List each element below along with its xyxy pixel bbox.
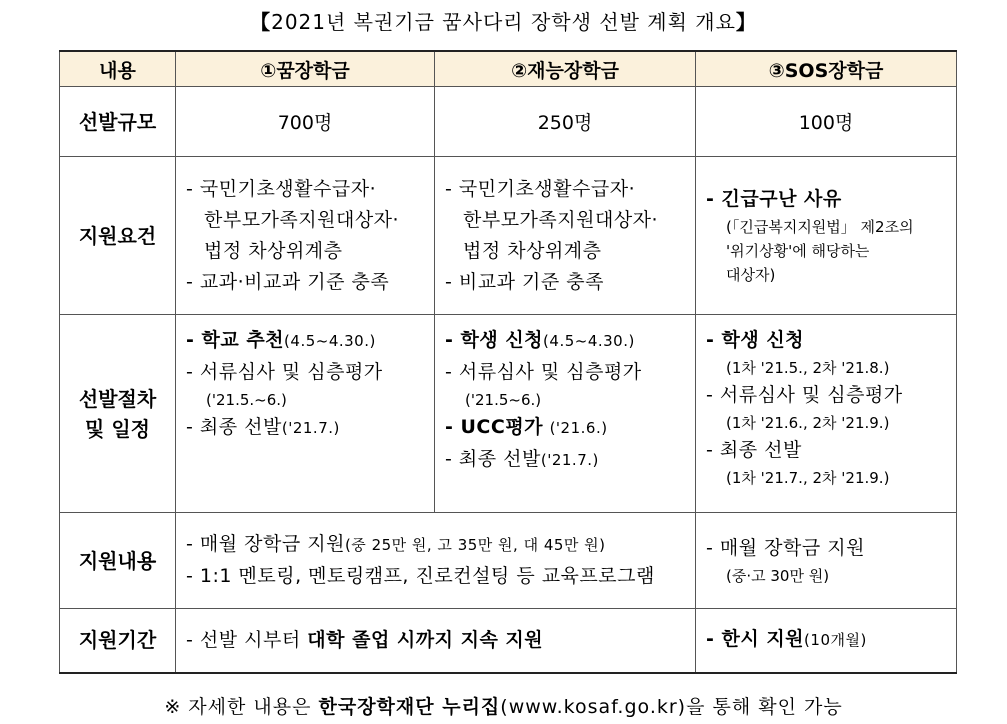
period-sos-bold: - 한시 지원 [706,628,805,651]
req-sos-line1: - 긴급구난 사유 [706,188,842,210]
row-support-period [60,609,957,673]
req-sos-sub3: 대상자) [726,266,776,284]
req-dream-line1: - 국민기초생활수급자· [186,177,377,200]
proc-dream-item3-date: ('21.7.) [281,419,340,437]
req-sos-sub2: '위기상황'에 해당하는 [726,242,870,260]
req-dream-line3: 법정 차상위계층 [204,239,343,262]
support-line1-detail: (중 25만 원, 고 35만 원, 대 45만 원) [344,536,606,554]
proc-dream-item2-date: ('21.5.~6.) [206,391,287,409]
row-selection-scale [60,87,957,157]
support-line2: - 1:1 멘토링, 멘토링캠프, 진로컨설팅 등 교육프로그램 [186,565,655,587]
req-dream-line4: - 교과·비교과 기준 충족 [186,270,390,293]
proc-dream-item1-date: (4.5~4.30.) [284,332,376,350]
req-sos-sub1: (「긴급복지지원법」 제2조의 [726,218,914,236]
label-support-period: 지원기간 [60,609,176,673]
procedure-dream [176,315,435,513]
proc-sos-item2: - 서류심사 및 심층평가 [706,384,903,406]
requirements-dream [176,157,435,315]
proc-sos-item1-date: (1차 '21.5., 2차 '21.8.) [726,359,890,377]
title-open-bracket: 【 [250,10,272,34]
req-talent-line1: - 국민기초생활수급자· [445,177,636,200]
proc-talent-item3: - UCC평가 [445,416,544,438]
req-talent-line2: 한부모가족지원대상자· [463,208,659,231]
row-requirements [60,157,957,315]
proc-talent-item1: - 학생 신청 [445,329,544,351]
req-dream-line2: 한부모가족지원대상자· [204,208,400,231]
scale-talent: 250명 [435,87,696,157]
header-content: 내용 [60,51,176,87]
proc-talent-item4: - 최종 선발 [445,448,541,470]
period-dream-talent [176,609,696,673]
procedure-sos [696,315,957,513]
title-text: 2021년 복권기금 꿈사다리 장학생 선발 계획 개요 [271,10,736,34]
period-sos [696,609,957,673]
proc-sos-item1: - 학생 신청 [706,329,805,351]
support-line1: - 매월 장학금 지원 [186,533,345,555]
row-support-content [60,513,957,609]
requirements-sos [696,157,957,315]
proc-sos-item2-date: (1차 '21.6., 2차 '21.9.) [726,414,890,432]
proc-dream-item2: - 서류심사 및 심층평가 [186,361,383,383]
footer-note [0,692,1007,719]
proc-sos-item3-date: (1차 '21.7., 2차 '21.9.) [726,469,890,487]
footer-bold: 한국장학재단 누리집 [318,696,501,718]
label-support-content: 지원내용 [60,513,176,609]
label-selection-scale: 선발규모 [60,87,176,157]
period-sos-detail: (10개월) [804,631,867,650]
support-sos-line2: (중·고 30만 원) [726,567,830,585]
support-sos [696,513,957,609]
proc-talent-item2: - 서류심사 및 심층평가 [445,361,642,383]
title-close-bracket: 】 [735,10,757,34]
scale-dream: 700명 [176,87,435,157]
support-dream-talent [176,513,696,609]
req-talent-line4: - 비교과 기준 충족 [445,270,604,293]
requirements-talent [435,157,696,315]
req-talent-line3: 법정 차상위계층 [463,239,602,262]
scale-sos: 100명 [696,87,957,157]
label-procedure [60,315,176,513]
footer-mark: ※ 자세한 내용은 [164,696,312,718]
header-dream-scholarship: ①꿈장학금 [176,51,435,87]
support-sos-line1: - 매월 장학금 지원 [706,537,865,559]
proc-dream-item3: - 최종 선발 [186,416,282,438]
scholarship-table [59,50,957,674]
proc-talent-item2-date: ('21.5~6.) [465,391,542,409]
proc-talent-item1-date: (4.5~4.30.) [543,332,635,350]
header-talent-scholarship: ②재능장학금 [435,51,696,87]
proc-dream-item1: - 학교 추천 [186,329,285,351]
proc-talent-item3-date: ('21.6.) [549,419,608,437]
label-procedure-line1: 선발절차 [78,386,157,411]
proc-sos-item3: - 최종 선발 [706,439,802,461]
footer-rest: (www.kosaf.go.kr)을 통해 확인 가능 [500,696,843,718]
procedure-talent [435,315,696,513]
page-title [0,6,1007,35]
table-header-row [60,51,957,87]
period-bold: 대학 졸업 시까지 지속 지원 [307,628,544,651]
label-requirements: 지원요건 [60,157,176,315]
row-procedure [60,315,957,513]
label-procedure-line2: 및 일정 [85,416,150,441]
proc-talent-item4-date: ('21.7.) [540,451,599,469]
header-sos-scholarship: ③SOS장학금 [696,51,957,87]
period-prefix: - 선발 시부터 [186,628,301,651]
